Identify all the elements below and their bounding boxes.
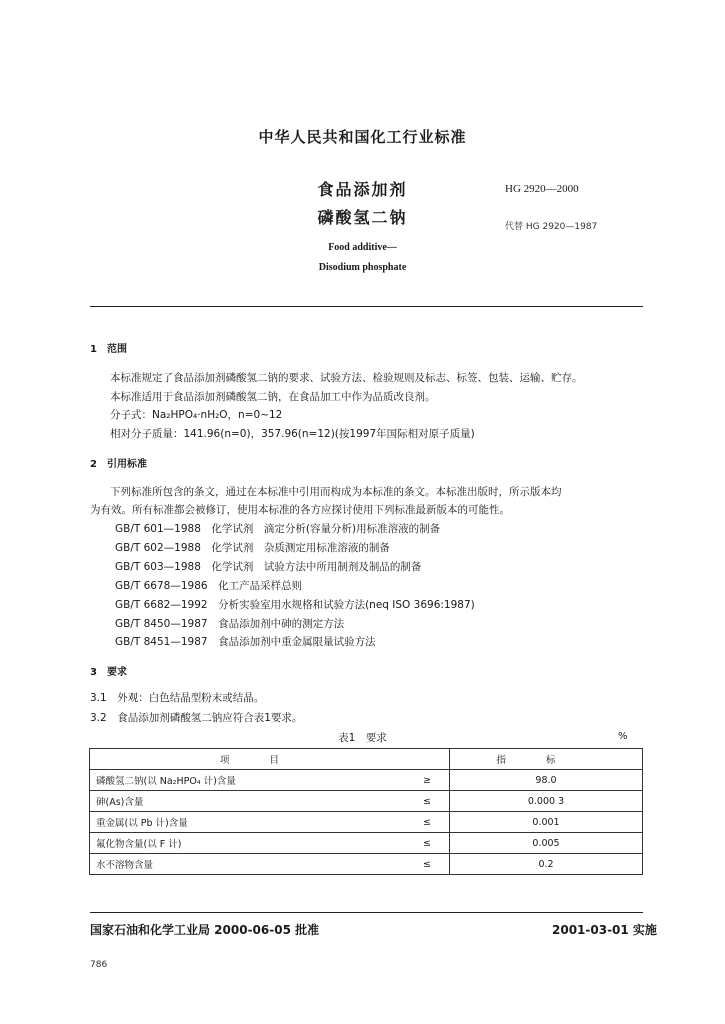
table-row [90,833,643,854]
reference-item: GB/T 8451—1987 食品添加剂中重金属限量试验方法 [115,636,376,648]
document-title-line1: 食品添加剂 [317,180,408,199]
column-header-value: 指标 [450,749,643,770]
row-symbol: ≤ [385,833,450,854]
header-divider [90,306,643,307]
section-1-para-2: 本标准适用于食品添加剂磷酸氢二钠，在食品加工中作为品质改良剂。 [110,391,436,403]
english-title-line2: Disodium phosphate [318,262,407,273]
standard-code: HG 2920—2000 [505,183,579,195]
section-1-heading: 1 范围 [90,344,127,355]
row-value: 0.000 3 [450,791,643,812]
document-title-line2: 磷酸氢二钠 [317,208,408,227]
row-symbol: ≤ [385,854,450,875]
section-2-para-line2: 为有效。所有标准都会被修订，使用本标准的各方应探讨使用下列标准最新版本的可能性。 [90,504,510,516]
row-symbol: ≤ [385,812,450,833]
row-symbol: ≥ [385,770,450,791]
row-value: 0.001 [450,812,643,833]
replaces-note: 代替 HG 2920—1987 [505,222,598,232]
row-item: 水不溶物含量 [90,854,386,875]
footer-divider [90,912,643,913]
row-item: 砷(As)含量 [90,791,386,812]
standard-category-title: 中华人民共和国化工行业标准 [258,128,467,146]
table-row [90,854,643,875]
reference-item: GB/T 6678—1986 化工产品采样总则 [115,580,303,592]
column-header-item: 项目 [90,749,450,770]
molecular-mass: 相对分子质量：141.96(n=0)，357.96(n=12)(按1997年国际相对原子质量) [110,428,475,440]
table-unit: % [618,731,628,742]
reference-item: GB/T 601—1988 化学试剂 滴定分析(容量分析)用标准溶液的制备 [115,523,441,535]
section-2-heading: 2 引用标准 [90,459,147,470]
table-header-row [90,749,643,770]
row-value: 98.0 [450,770,643,791]
implementation-date: 2001-03-01 实施 [552,923,657,937]
table-caption: 表1 要求 [338,732,387,744]
section-2-para-line1: 下列标准所包含的条文，通过在本标准中引用而构成为本标准的条文。本标准出版时，所示版本均 [110,486,562,498]
row-value: 0.2 [450,854,643,875]
reference-item: GB/T 8450—1987 食品添加剂中砷的测定方法 [115,618,345,630]
approval-note: 国家石油和化学工业局 2000-06-05 批准 [90,923,320,937]
row-item: 氟化物含量(以 F 计) [90,833,386,854]
english-title-line1: Food additive— [328,242,397,253]
reference-item: GB/T 6682—1992 分析实验室用水规格和试验方法(neq ISO 3696:1987) [115,599,475,611]
reference-item: GB/T 603—1988 化学试剂 试验方法中所用制剂及制品的制备 [115,561,422,573]
table-row [90,791,643,812]
row-item: 重金属(以 Pb 计)含量 [90,812,386,833]
page-number: 786 [90,960,108,970]
clause-3-1: 3.1 外观：白色结晶型粉末或结晶。 [90,692,265,704]
section-1-para-1: 本标准规定了食品添加剂磷酸氢二钠的要求、试验方法、检验规则及标志、标签、包装、运输、贮存。 [110,372,583,384]
row-value: 0.005 [450,833,643,854]
table-row [90,812,643,833]
row-symbol: ≤ [385,791,450,812]
reference-item: GB/T 602—1988 化学试剂 杂质测定用标准溶液的制备 [115,542,390,554]
section-3-heading: 3 要求 [90,667,127,678]
row-item: 磷酸氢二钠(以 Na₂HPO₄ 计)含量 [90,770,386,791]
clause-3-2: 3.2 食品添加剂磷酸氢二钠应符合表1要求。 [90,712,303,724]
table-row [90,770,643,791]
requirements-table [89,748,643,875]
molecular-formula: 分子式：Na₂HPO₄·nH₂O，n=0~12 [110,409,283,421]
